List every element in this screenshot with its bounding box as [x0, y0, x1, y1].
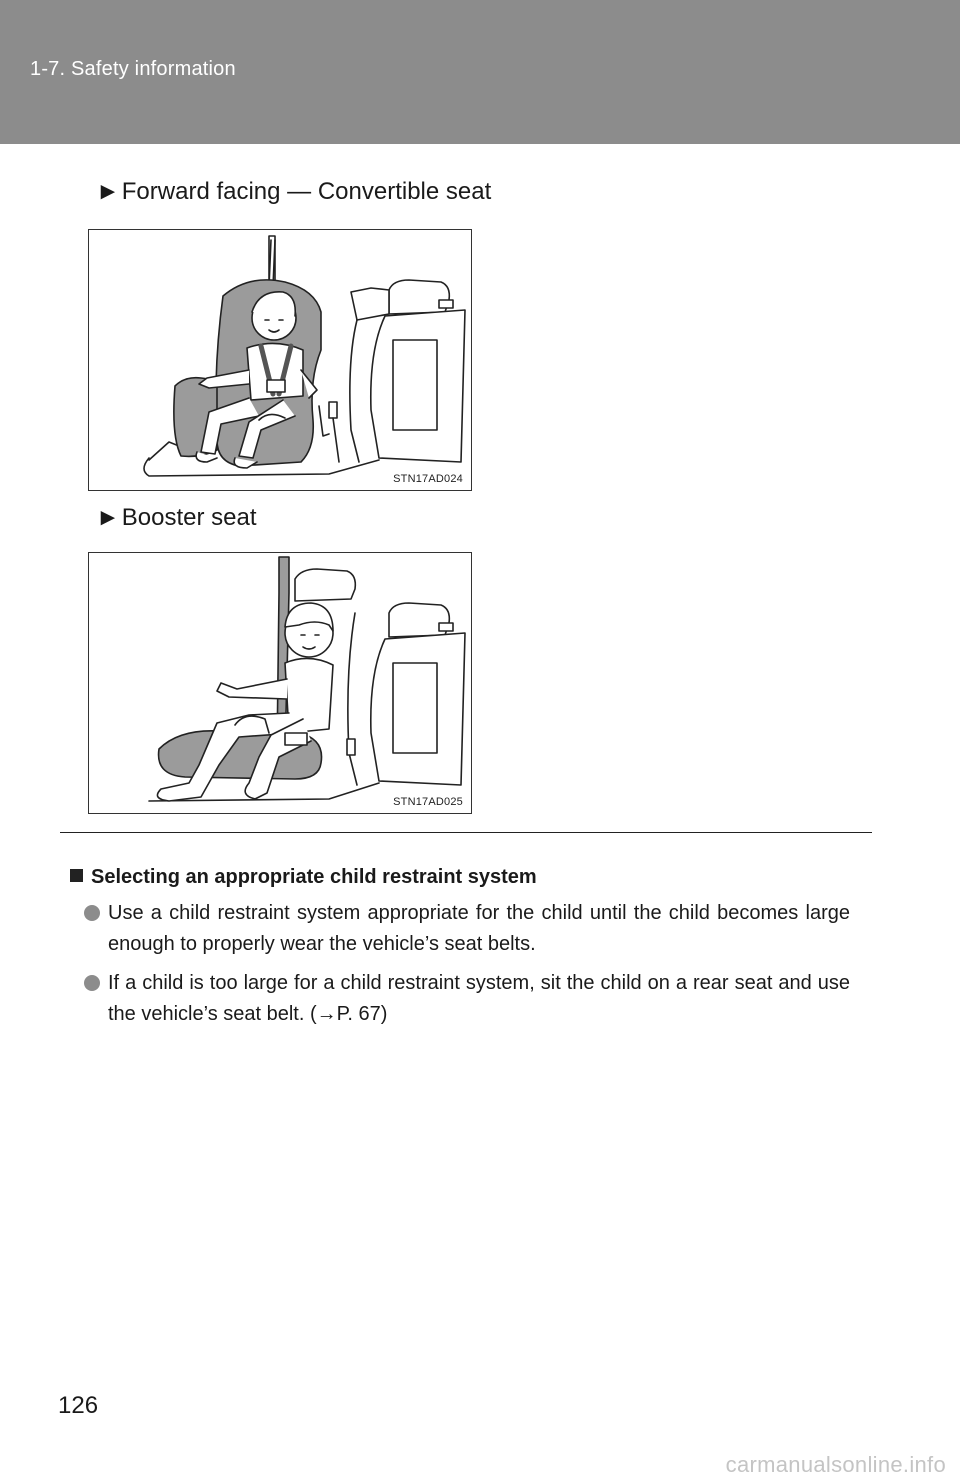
watermark-text: carmanualsonline.info — [725, 1452, 946, 1477]
section-title: 1-7. Safety information — [30, 58, 236, 80]
triangle-marker-icon: ► — [96, 178, 120, 205]
figure-booster-seat — [88, 552, 472, 814]
item-heading-label: Booster seat — [121, 504, 257, 531]
note-bullet — [84, 968, 850, 1030]
note-bullet-text: Use a child restraint system appropriate for the child until the child becomes large enough to properly wear the vehicle’s seat belts. — [108, 902, 850, 955]
bullet-dot-icon — [84, 975, 100, 991]
note-bullet-text: If a child is too large for a child restraint system, sit the child on a rear seat and use the vehicle’s seat belt. (→P. 67) — [108, 972, 850, 1025]
booster-seat-illustration — [89, 553, 471, 813]
figure-convertible-seat — [88, 229, 472, 491]
note-heading — [70, 866, 537, 889]
note-heading-label: Selecting an appropriate child restraint system — [91, 866, 537, 888]
figure-code-label: STN17AD025 — [393, 796, 463, 808]
convertible-seat-illustration — [89, 230, 471, 490]
square-marker-icon — [70, 869, 83, 882]
item-heading-label: Forward facing — Convertible seat — [121, 178, 492, 205]
note-bullet — [84, 898, 850, 960]
page-number: 126 — [58, 1392, 99, 1419]
section-header — [0, 0, 960, 144]
figure-code-label: STN17AD024 — [393, 473, 463, 485]
section-divider — [60, 832, 872, 833]
item-heading-booster-seat — [96, 504, 257, 532]
bullet-dot-icon — [84, 905, 100, 921]
triangle-marker-icon: ► — [96, 504, 120, 531]
item-heading-forward-facing — [96, 178, 491, 206]
